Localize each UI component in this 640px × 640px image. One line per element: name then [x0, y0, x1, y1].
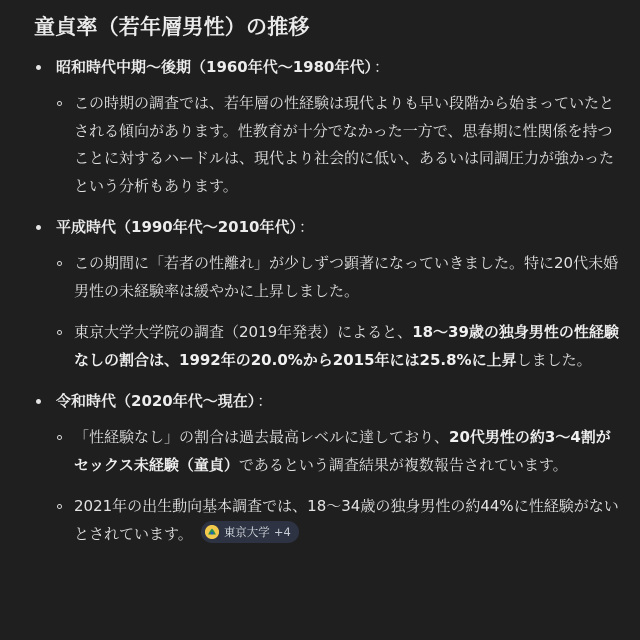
hollow-bullet-icon: [57, 330, 62, 335]
era-list-item: [34, 54, 620, 200]
sub-item-text: この期間に「若者の性離れ」が少しずつ顕著になっていきました。特に20代未婚男性の未経験率は緩やかに上昇しました。: [74, 254, 619, 300]
era-title: 平成時代（1990年代〜2010年代） ：: [56, 218, 315, 236]
era-list-item: [34, 388, 620, 548]
sub-list-item: [56, 424, 620, 479]
source-chip-label: 東京大学: [223, 525, 270, 539]
sub-list-item: [56, 493, 620, 548]
source-chip[interactable]: [201, 521, 299, 543]
emphasis-text: 18〜39歳の独身男性の性経験なしの割合は、1992年の20.0%から2015年には25.8%に上昇: [74, 323, 619, 369]
sub-list-item: [56, 90, 620, 200]
hollow-bullet-icon: [57, 435, 62, 440]
era-list-item: [34, 214, 620, 374]
sub-item-text: この時期の調査では、若年層の性経験は現代よりも早い段階から始まっていたとされる傾向があります。性教育が十分でなかった一方で、思春期に性関係を持つことに対するハードルは、現代より社会的に低い、あるいは同調圧力が強かったという分析もあります。: [74, 94, 615, 195]
section-heading: 童貞率（若年層男性）の推移: [34, 15, 310, 39]
source-chip-count: +4: [273, 525, 291, 539]
sub-item-text: 2021年の出生動向基本調査では、18〜34歳の独身男性の約44%に性経験がないとされています。: [74, 497, 619, 543]
sub-item-text-tail: であるという調査結果が複数報告されています。: [238, 455, 568, 474]
sub-item-text-tail: しました。: [516, 350, 592, 369]
sub-item-text: 「性経験なし」の割合は過去最高レベルに達しており、: [74, 428, 450, 446]
era-title: 昭和時代中期〜後期（1960年代〜1980年代） ：: [56, 58, 390, 76]
hollow-bullet-icon: [57, 101, 62, 106]
bullet-icon: [36, 399, 41, 404]
sub-list-item: [56, 250, 620, 305]
bullet-icon: [36, 225, 41, 230]
sub-list-item: [56, 319, 620, 374]
era-title: 令和時代（2020年代〜現在） ：: [56, 392, 273, 410]
bullet-icon: [36, 65, 41, 70]
emphasis-text: 20代男性の約3〜4割がセックス未経験（童貞）: [74, 428, 611, 474]
hollow-bullet-icon: [57, 261, 62, 266]
hollow-bullet-icon: [57, 504, 62, 509]
sub-item-text: 東京大学大学院の調査（2019年発表）によると、: [74, 323, 413, 341]
university-logo-icon: [205, 525, 219, 539]
